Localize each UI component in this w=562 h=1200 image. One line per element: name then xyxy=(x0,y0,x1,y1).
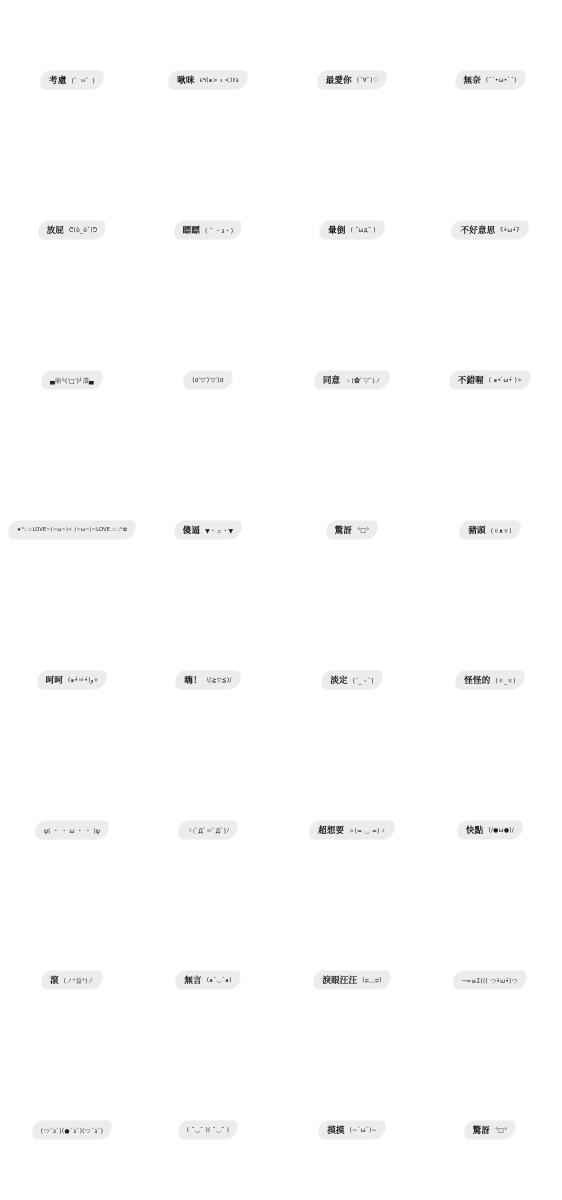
sticker-face: ★°:.☆LOVE~(~ω~)✧ (~ω~)~LOVE.☆.:°✿ xyxy=(16,527,128,533)
sticker-label: 不好意思 xyxy=(460,226,496,236)
sticker-cell[interactable] xyxy=(300,70,404,90)
emoticon-sticker[interactable] xyxy=(39,221,106,239)
sticker-cell[interactable] xyxy=(20,370,124,390)
emoticon-sticker[interactable] xyxy=(175,221,242,239)
emoticon-sticker[interactable] xyxy=(310,821,394,839)
sticker-face: (ㆆ_ㆆ) xyxy=(495,677,516,685)
emoticon-sticker[interactable] xyxy=(41,71,103,89)
emoticon-sticker[interactable] xyxy=(38,671,107,689)
emoticon-sticker[interactable] xyxy=(9,521,136,539)
sticker-face: °□° xyxy=(357,526,370,534)
sticker-face: ( ˘◡˘ )( ˘◡˘ ) xyxy=(186,1126,230,1134)
sticker-label: 淡定 xyxy=(330,676,348,686)
sticker-cell[interactable] xyxy=(300,1120,404,1140)
sticker-row xyxy=(0,70,562,90)
sticker-cell[interactable] xyxy=(20,220,124,240)
sticker-label: 無奈 xyxy=(463,76,481,86)
emoticon-sticker[interactable] xyxy=(179,821,238,839)
emoticon-sticker[interactable] xyxy=(460,521,519,539)
sticker-face: ʕ•̀ω•́ʔ xyxy=(500,226,520,234)
sticker-cell[interactable] xyxy=(16,520,128,540)
sticker-face: (゜ㅂ゜) xyxy=(71,77,95,85)
emoticon-sticker[interactable] xyxy=(456,71,525,89)
emoticon-sticker[interactable] xyxy=(42,371,102,389)
emoticon-sticker[interactable] xyxy=(450,371,530,389)
sticker-face: ▼・ェ・▼ xyxy=(205,527,234,535)
sticker-face: ✧(≖ ◡ ≖)ゞ xyxy=(349,827,386,835)
emoticon-sticker[interactable] xyxy=(175,521,242,539)
sticker-cell[interactable] xyxy=(300,520,404,540)
sticker-cell[interactable] xyxy=(156,220,260,240)
sticker-label: 摸摸 xyxy=(327,1126,345,1136)
sticker-label: 放屁 xyxy=(46,226,64,236)
emoticon-sticker[interactable] xyxy=(322,671,381,689)
emoticon-sticker[interactable] xyxy=(327,521,378,539)
sticker-face: (~´ω`)~ xyxy=(349,1126,377,1134)
sticker-label: 暈倒 xyxy=(328,226,346,236)
sticker-row xyxy=(0,820,562,840)
sticker-label: 考慮 xyxy=(49,76,67,86)
sticker-label: 不錯喔 xyxy=(457,376,484,386)
sticker-label: 怪怪的 xyxy=(464,676,491,686)
sticker-face: (/●ω●)/ xyxy=(488,826,515,834)
emoticon-sticker[interactable] xyxy=(452,221,527,239)
emoticon-sticker[interactable] xyxy=(33,1121,111,1139)
sticker-face: (ㆆᴥㆆ) xyxy=(490,527,512,535)
sticker-cell[interactable] xyxy=(156,370,260,390)
sticker-label: 淚眼汪汪 xyxy=(322,976,358,986)
sticker-face: (σ′▽‵)′▽‵)σ xyxy=(192,376,224,384)
sticker-label: 快點 xyxy=(465,826,484,836)
sticker-cell[interactable] xyxy=(438,220,542,240)
sticker-face: (¯´•ω•`¯) xyxy=(485,76,517,84)
sticker-label: 驚訝 xyxy=(334,526,353,536)
sticker-face: (ಥ﹏ಥ) xyxy=(362,977,382,984)
sticker-face: ε٩(๑> ₃ <)۶з xyxy=(199,77,239,84)
sticker-cell[interactable] xyxy=(300,220,404,240)
sticker-face: °□° xyxy=(495,1126,508,1134)
sticker-cell[interactable] xyxy=(300,970,404,990)
sticker-cell[interactable] xyxy=(438,370,542,390)
sticker-label: 最愛你 xyxy=(325,76,352,86)
sticker-cell[interactable] xyxy=(156,970,260,990)
emoticon-sticker[interactable] xyxy=(320,221,384,239)
sticker-face: ヽ(✿ﾟ▽ﾟ)ノ xyxy=(345,377,382,385)
sticker-face: ヾ(ﾟДﾟ≡ﾟДﾟ)ﾉ xyxy=(186,827,230,835)
sticker-cell[interactable] xyxy=(300,670,404,690)
sticker-cell[interactable] xyxy=(156,1120,260,1140)
sticker-cell[interactable] xyxy=(438,70,542,90)
sticker-label: 滾 xyxy=(50,976,59,986)
sticker-row xyxy=(0,370,562,390)
sticker-face: ▄崩╰(‵□′)╯潰▄ xyxy=(50,377,94,385)
sticker-cell[interactable] xyxy=(156,520,260,540)
sticker-cell[interactable] xyxy=(300,370,404,390)
sticker-row xyxy=(0,1120,562,1140)
emoticon-sticker[interactable] xyxy=(184,371,232,389)
sticker-cell[interactable] xyxy=(20,970,124,990)
sticker-label: 超想要 xyxy=(318,826,345,836)
sticker-row xyxy=(0,220,562,240)
sticker-face: ψ( ・ ・ ω ・ ・ )ψ xyxy=(43,827,101,835)
sticker-label: 豬頭 xyxy=(468,526,486,536)
emoticon-sticker[interactable] xyxy=(458,821,522,839)
emoticon-sticker[interactable] xyxy=(179,1121,237,1139)
sticker-face: ( ˘ ・з・) xyxy=(205,227,234,235)
sticker-face: ─=≡Σ((( つ•̀ω•́)つ xyxy=(462,977,518,985)
sticker-cell[interactable] xyxy=(20,70,124,90)
emoticon-sticker[interactable] xyxy=(318,71,386,89)
emoticon-sticker[interactable] xyxy=(176,971,239,989)
sticker-cell[interactable] xyxy=(438,820,542,840)
emoticon-sticker[interactable] xyxy=(315,371,389,389)
sticker-face: \(≧▽≦)/ xyxy=(206,676,232,684)
sticker-cell[interactable] xyxy=(20,820,124,840)
sticker-label: 驚訝 xyxy=(472,1126,491,1136)
sticker-cell[interactable] xyxy=(156,70,260,90)
emoticon-sticker[interactable] xyxy=(319,1121,385,1139)
sticker-cell[interactable] xyxy=(300,820,404,840)
sticker-face: (´∀`)♡ xyxy=(356,76,379,84)
sticker-label: 瞟瞟 xyxy=(182,226,201,236)
sticker-cell[interactable] xyxy=(438,520,542,540)
sticker-label: 呵呵 xyxy=(45,676,63,686)
sticker-label: 傻逼 xyxy=(182,526,201,536)
sticker-cell[interactable] xyxy=(156,820,260,840)
emoticon-sticker[interactable] xyxy=(36,821,108,839)
sticker-cell[interactable] xyxy=(438,670,542,690)
sticker-face: ( ˘ωд˘ ) xyxy=(350,226,376,234)
sticker-row xyxy=(0,970,562,990)
sticker-face: (ノ°益°)ノ xyxy=(63,977,94,985)
sticker-label: 啾咪 xyxy=(177,76,195,86)
emoticon-sticker[interactable] xyxy=(456,671,523,689)
sticker-face: (´_ゝ`) xyxy=(352,677,374,685)
sticker-face: ( ๑• ̀ω•́ )✧ xyxy=(488,377,523,384)
sticker-label: 無言 xyxy=(184,976,202,986)
sticker-label: 嗨！ xyxy=(184,676,202,686)
sticker-face: (๑¯◡¯๑) xyxy=(206,977,232,984)
sticker-face: ᕦ(ò_óˇ)ᕤ xyxy=(69,226,98,234)
emoticon-sticker[interactable] xyxy=(42,971,102,989)
sticker-cell[interactable] xyxy=(156,670,260,690)
emoticon-sticker[interactable] xyxy=(169,71,247,89)
emoticon-sticker[interactable] xyxy=(176,671,239,689)
sticker-cell[interactable] xyxy=(20,1120,124,1140)
sticker-face: (つ´з`)(●´з`)(つ´з`) xyxy=(40,1127,104,1135)
sticker-row xyxy=(0,670,562,690)
sticker-cell[interactable] xyxy=(438,970,542,990)
emoticon-sticker[interactable] xyxy=(465,1121,516,1139)
emoticon-sticker[interactable] xyxy=(314,971,389,989)
sticker-label: 同意 xyxy=(322,376,341,386)
sticker-cell[interactable] xyxy=(438,1120,542,1140)
sticker-row xyxy=(0,520,562,540)
sticker-cell[interactable] xyxy=(20,670,124,690)
emoticon-sticker[interactable] xyxy=(454,971,526,989)
sticker-face: (๑•̀ㅂ•́)و✧ xyxy=(67,677,99,684)
